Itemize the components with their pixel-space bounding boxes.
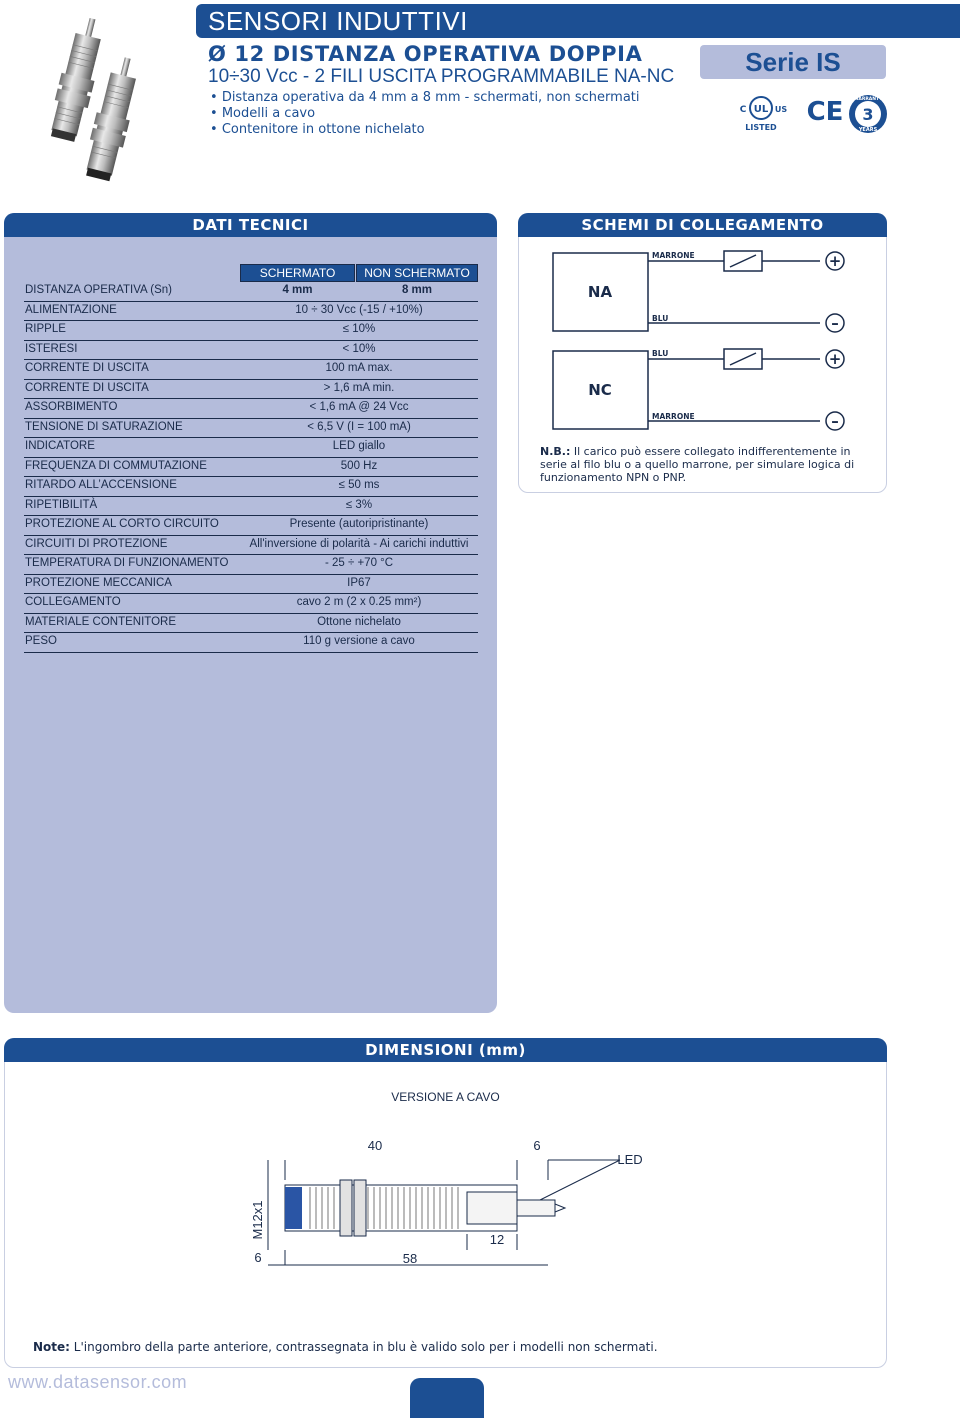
warranty-text: WARRANTY bbox=[853, 97, 883, 102]
thread-label: M12x1 bbox=[250, 1200, 265, 1240]
product-subtitle: Ø 12 DISTANZA OPERATIVA DOPPIA bbox=[208, 42, 643, 66]
spec-row bbox=[24, 594, 478, 614]
spec-label: CORRENTE DI USCITA bbox=[25, 362, 149, 374]
spec-value-shielded: 4 mm bbox=[282, 284, 313, 296]
dim-40: 40 bbox=[367, 1138, 383, 1153]
body-rear bbox=[467, 1192, 517, 1224]
series-label: Serie IS bbox=[745, 47, 841, 77]
warranty-unit: YEARS bbox=[858, 127, 878, 133]
nc-wire-blue-label: BLU bbox=[652, 349, 669, 358]
spec-label: ALIMENTAZIONE bbox=[25, 303, 117, 316]
dimension-drawing bbox=[200, 1130, 670, 1280]
spec-row bbox=[24, 341, 478, 361]
dimensions-title: DIMENSIONI (mm) bbox=[365, 1041, 526, 1059]
spec-value: > 1,6 mA min. bbox=[323, 381, 395, 394]
spec-row bbox=[24, 302, 478, 322]
wiring-title: SCHEMI DI COLLEGAMENTO bbox=[581, 216, 824, 234]
feature-item: • Distanza operativa da 4 mm a 8 mm - schermati, non schermati bbox=[210, 90, 640, 106]
spec-value: Presente (autoripristinante) bbox=[289, 518, 429, 530]
na-wire-blue-label: BLU bbox=[652, 314, 669, 323]
feature-item: • Contenitore in ottone nichelato bbox=[210, 122, 640, 138]
spec-row bbox=[24, 380, 478, 400]
spec-label: RIPETIBILITÀ bbox=[25, 498, 98, 511]
spec-label: MATERIALE CONTENITORE bbox=[25, 615, 177, 628]
spec-row bbox=[24, 458, 478, 478]
cable-gland bbox=[517, 1200, 555, 1216]
spec-label: PESO bbox=[25, 635, 57, 647]
tech-data-header bbox=[4, 213, 497, 237]
spec-value-unshielded: 8 mm bbox=[401, 284, 433, 296]
shield-blue-front bbox=[285, 1187, 302, 1229]
spec-row bbox=[24, 419, 478, 439]
ce-text: CE bbox=[806, 97, 844, 127]
spec-label: TENSIONE DI SATURAZIONE bbox=[25, 420, 183, 433]
led-label: LED bbox=[617, 1152, 643, 1167]
spec-label: RITARDO ALL’ACCENSIONE bbox=[25, 479, 177, 491]
wiring-note-prefix: N.B.: bbox=[540, 445, 571, 458]
footer-url[interactable]: www.datasensor.com bbox=[8, 1372, 188, 1392]
product-subtitle-2: 10÷30 Vcc - 2 FILI USCITA PROGRAMMABILE NA-NC bbox=[208, 66, 675, 87]
minus-sign: – bbox=[831, 314, 839, 332]
spec-label: ISTERESI bbox=[25, 342, 78, 355]
spec-row bbox=[24, 282, 478, 302]
spec-value: Ottone nichelato bbox=[317, 615, 401, 628]
spec-row bbox=[24, 633, 478, 653]
dim-58: 58 bbox=[402, 1251, 418, 1266]
spec-value: < 6,5 V (I = 100 mA) bbox=[307, 420, 411, 433]
cable-end bbox=[555, 1204, 565, 1212]
wiring-note bbox=[540, 445, 870, 484]
footer-tab bbox=[410, 1378, 484, 1418]
wiring-note-text: Il carico può essere collegato indifferentemente in serie al filo blu o a quello marrone, per simulare logica di funzionamento NPN o PNP. bbox=[540, 445, 855, 484]
nc-label: NC bbox=[588, 381, 612, 399]
dimensions-note bbox=[33, 1340, 658, 1354]
spec-value: ≤ 10% bbox=[342, 323, 376, 335]
spec-value: - 25 ÷ +70 °C bbox=[324, 557, 394, 569]
spec-row bbox=[24, 438, 478, 458]
spec-label: PROTEZIONE AL CORTO CIRCUITO bbox=[25, 518, 219, 530]
spec-value: All'inversione di polarità - Ai carichi induttivi bbox=[249, 537, 469, 550]
spec-value: 100 mA max. bbox=[325, 362, 393, 374]
feature-list bbox=[210, 90, 640, 138]
spec-value: IP67 bbox=[347, 576, 371, 589]
spec-label: CORRENTE DI USCITA bbox=[25, 381, 149, 394]
spec-value: 500 Hz bbox=[340, 459, 378, 472]
dim-6-bottom: 6 bbox=[254, 1250, 262, 1265]
series-badge bbox=[700, 45, 886, 79]
spec-row bbox=[24, 536, 478, 556]
nc-wire-brown-label: MARRONE bbox=[652, 412, 695, 421]
nut-1 bbox=[340, 1180, 352, 1236]
dimensions-version: VERSIONE A CAVO bbox=[391, 1090, 500, 1104]
spec-row bbox=[24, 614, 478, 634]
wiring-header bbox=[518, 213, 887, 237]
warranty-years: 3 bbox=[862, 105, 874, 124]
warranty-icon bbox=[849, 95, 887, 133]
spec-row bbox=[24, 321, 478, 341]
ul-listed-text: LISTED bbox=[745, 123, 777, 132]
page-title: SENSORI INDUTTIVI bbox=[208, 6, 468, 36]
spec-row bbox=[24, 399, 478, 419]
certification-marks bbox=[735, 92, 890, 137]
spec-label: INDICATORE bbox=[25, 440, 95, 452]
spec-value: cavo 2 m (2 x 0.25 mm²) bbox=[296, 596, 422, 608]
spec-value: ≤ 3% bbox=[345, 498, 373, 511]
plus-sign: + bbox=[828, 350, 842, 368]
tech-data-title: DATI TECNICI bbox=[192, 216, 309, 234]
spec-label: RIPPLE bbox=[25, 323, 66, 335]
spec-label: PROTEZIONE MECCANICA bbox=[25, 576, 172, 589]
plus-sign: + bbox=[828, 252, 842, 270]
dim-6-top: 6 bbox=[533, 1138, 541, 1153]
ce-mark-icon bbox=[807, 97, 844, 127]
col-header-shielded: SCHERMATO bbox=[240, 264, 355, 282]
ul-left-text: C bbox=[739, 105, 747, 115]
col-header-unshielded: NON SCHERMATO bbox=[356, 264, 478, 282]
spec-value: < 1,6 mA @ 24 Vcc bbox=[309, 401, 409, 413]
na-wire-brown-label: MARRONE bbox=[652, 251, 695, 260]
spec-row bbox=[24, 555, 478, 575]
dim-12: 12 bbox=[489, 1232, 505, 1247]
dimensions-header bbox=[4, 1038, 887, 1062]
minus-sign: – bbox=[831, 412, 839, 430]
na-label: NA bbox=[587, 283, 613, 301]
spec-row bbox=[24, 360, 478, 380]
spec-row bbox=[24, 575, 478, 595]
spec-value: ≤ 50 ms bbox=[338, 479, 380, 491]
spec-value: 110 g versione a cavo bbox=[303, 635, 415, 647]
ul-listed-icon bbox=[740, 97, 788, 132]
spec-label: FREQUENZA DI COMMUTAZIONE bbox=[25, 459, 207, 472]
spec-row bbox=[24, 497, 478, 517]
spec-label: DISTANZA OPERATIVA (Sn) bbox=[25, 284, 172, 296]
spec-label: COLLEGAMENTO bbox=[25, 596, 121, 608]
spec-label: ASSORBIMENTO bbox=[25, 401, 118, 413]
spec-label: TEMPERATURA DI FUNZIONAMENTO bbox=[25, 557, 229, 569]
ul-right-text: US bbox=[774, 105, 788, 114]
dimensions-note-text: L'ingombro della parte anteriore, contrassegnata in blu è valido solo per i modelli non schermati. bbox=[69, 1340, 658, 1354]
ul-center-text: UL bbox=[753, 104, 769, 115]
spec-row bbox=[24, 516, 478, 536]
spec-value: 10 ÷ 30 Vcc (-15 / +10%) bbox=[295, 303, 423, 316]
spec-value: < 10% bbox=[342, 342, 376, 355]
dimensions-note-prefix: Note: bbox=[33, 1340, 70, 1354]
wiring-diagram bbox=[540, 245, 860, 440]
spec-value: LED giallo bbox=[332, 440, 386, 452]
spec-row bbox=[24, 477, 478, 497]
spec-label: CIRCUITI DI PROTEZIONE bbox=[25, 537, 168, 550]
spec-table bbox=[24, 282, 478, 653]
nut-2 bbox=[354, 1180, 366, 1236]
feature-item: • Modelli a cavo bbox=[210, 106, 640, 122]
sensor-product-image bbox=[20, 8, 160, 193]
